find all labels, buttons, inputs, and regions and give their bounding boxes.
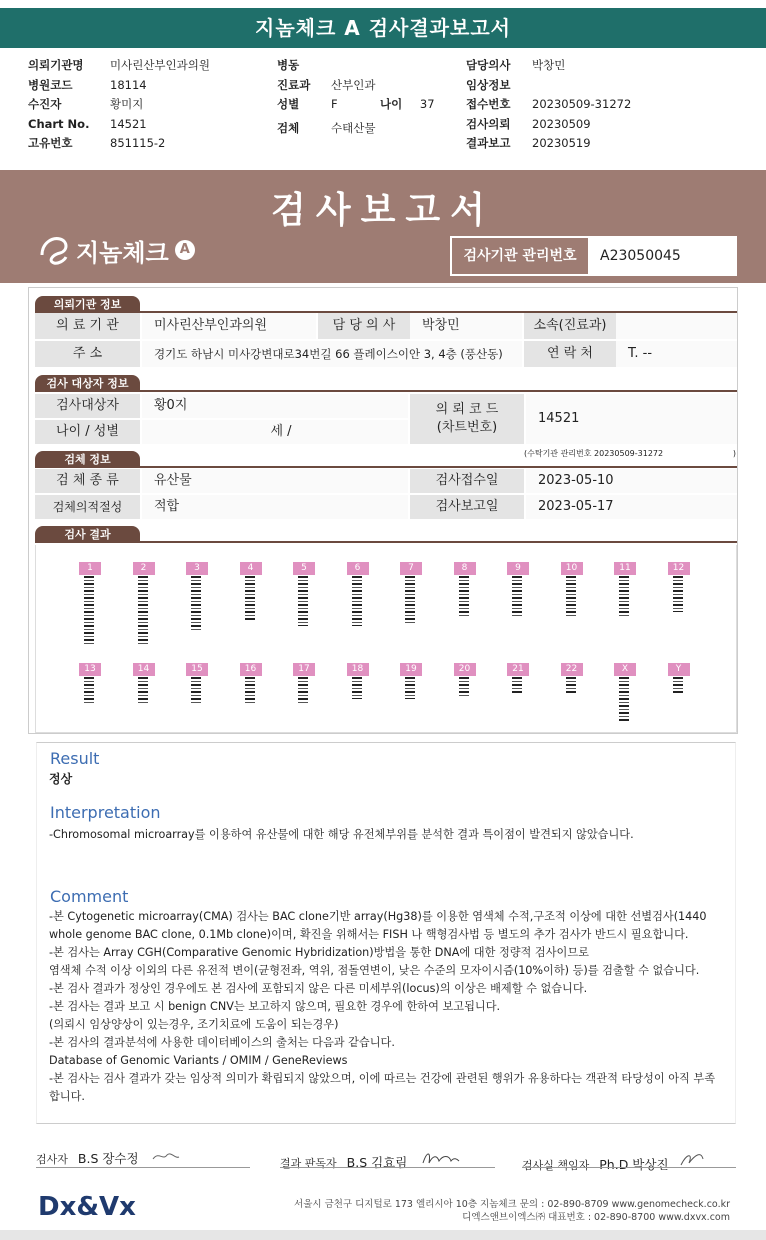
report-top-title: 지놈체크 A 검사결과보고서 [0, 8, 766, 48]
chromosome-ideogram [245, 677, 255, 705]
chromosome-label: 18 [347, 663, 369, 676]
header-value: 14521 [110, 116, 147, 131]
chromosome-ideogram [298, 576, 308, 626]
contact-label: 연 락 처 [524, 341, 616, 367]
section-results: 검사 결과 [35, 526, 140, 543]
header-key: 성별 [277, 97, 300, 112]
chromosome-label: 19 [400, 663, 422, 676]
footer-strip [0, 1230, 766, 1240]
header-value: 851115-2 [110, 136, 166, 151]
chromosome-label: 4 [240, 562, 262, 575]
chromosome-5 [293, 562, 317, 575]
comment-line: Database of Genomic Variants / OMIM / GeneReviews [49, 1054, 348, 1067]
logo-a-badge: A [175, 240, 195, 260]
chromosome-20 [454, 663, 478, 676]
header-key: 고유번호 [28, 136, 73, 151]
header-row [28, 115, 210, 135]
report-date-value: 2023-05-17 [526, 495, 737, 519]
age-value: 37 [419, 97, 435, 111]
header-column-1 [28, 56, 210, 154]
header-key: 의뢰기관명 [28, 58, 84, 72]
chromosome-ideogram [619, 677, 629, 721]
header-age [380, 95, 435, 115]
header-key: 임상정보 [466, 77, 511, 92]
chromosome-2 [133, 562, 157, 575]
chromosome-label: 20 [454, 663, 476, 676]
signature-role: 결과 판독자 [280, 1157, 337, 1170]
doctor-value: 박창민 [410, 313, 522, 339]
chromosome-ideogram [459, 677, 469, 697]
logo-text: 지놈체크 [76, 238, 169, 267]
chromosome-ideogram [566, 576, 576, 618]
report-date-label: 검사보고일 [410, 495, 524, 519]
specimen-note-text: (수탁기관 관리번호 20230509-31272 [524, 449, 664, 458]
age-label: 나이 [380, 97, 403, 111]
chart-code-value: 14521 [526, 394, 737, 444]
header-row [277, 95, 375, 115]
chromosome-ideogram [191, 677, 201, 705]
header-row [466, 134, 631, 154]
footer-line-2: 디엑스앤브이엑스㈜ 대표번호 : 02-890-8700 www.dxvx.com [462, 1212, 730, 1223]
chromosome-ideogram [673, 677, 683, 693]
chromosome-label: X [614, 663, 636, 676]
chromosome-label: 8 [454, 562, 476, 575]
comment-line: (의뢰시 임상양상이 있는경우, 조기치료에 도움이 되는경우) [49, 1018, 339, 1031]
chromosome-label: 7 [400, 562, 422, 575]
chromosome-12 [668, 562, 692, 575]
chromosome-13 [79, 663, 103, 676]
org-label: 의 료 기 관 [35, 313, 140, 339]
specimen-note-end: ) [732, 449, 736, 458]
header-row [466, 76, 631, 96]
header-row [466, 95, 631, 115]
chromosome-ideogram [512, 677, 522, 693]
chromosome-15 [186, 663, 210, 676]
chromosome-11 [614, 562, 638, 575]
management-number-label: 검사기관 관리번호 [452, 238, 590, 274]
chromosome-label: 2 [133, 562, 155, 575]
header-row [466, 56, 631, 76]
chromosome-label: 3 [186, 562, 208, 575]
signature-role: 검사자 [36, 1153, 68, 1166]
header-row [277, 76, 375, 96]
address-value: 경기도 하남시 미사강변대로34번길 66 플레이스이안 3, 4층 (풍산동) [142, 341, 522, 367]
chromosome-ideogram [405, 576, 415, 624]
chromosome-ideogram [138, 576, 148, 644]
chromosome-ideogram [84, 677, 94, 705]
header-value: 20230509 [532, 116, 591, 131]
chromosome-label: 12 [668, 562, 690, 575]
chromosome-label: 13 [79, 663, 101, 676]
age-sex-label: 나이 / 성별 [35, 420, 140, 444]
chromosome-ideogram [191, 576, 201, 632]
header-value: 20230519 [532, 136, 591, 151]
received-date-label: 검사접수일 [410, 469, 524, 493]
result-text: 정상 [49, 772, 73, 786]
chromosome-21 [507, 663, 531, 676]
chromosome-X [614, 663, 638, 676]
comment-line: -본 검사 결과가 정상인 경우에도 본 검사에 포함되지 않은 다른 미세부위(locus)의 이상은 배제할 수 없습니다. [49, 982, 588, 995]
chromosome-ideogram [459, 576, 469, 618]
comment-line: -본 검사는 검사 결과가 갖는 임상적 의미가 확립되지 않았으며, 이에 따르는 건강에 관련된 행위가 유용하다는 객관적 타당성이 아직 부족 [49, 1072, 715, 1085]
header-value: 산부인과 [331, 77, 376, 92]
section-divider [35, 390, 737, 392]
footer [0, 1180, 766, 1230]
report-title: 검사보고서 [271, 190, 495, 231]
section-subject: 검사 대상자 정보 [35, 375, 140, 392]
result-box [36, 742, 736, 1124]
header-row [28, 134, 210, 154]
signature-role: 검사실 책임자 [522, 1159, 590, 1172]
header-key: 결과보고 [466, 136, 511, 151]
header-column-3 [466, 56, 631, 154]
comment-line: -본 검사는 Array CGH(Comparative Genomic Hybridization)방법을 통한 DNA에 대한 정량적 검사이므로 [49, 946, 589, 959]
header-key: 검사의뢰 [466, 116, 511, 131]
chromosome-label: 14 [133, 663, 155, 676]
signature-reader [280, 1149, 495, 1171]
comment-heading: Comment [50, 887, 129, 906]
interpretation-text: -Chromosomal microarray를 이용하여 유산물에 대한 해당 유전체부위를 분석한 결과 특이점이 발견되지 않았습니다. [49, 828, 634, 841]
header-row [28, 56, 210, 76]
chromosome-ideogram [512, 576, 522, 618]
chromosome-label: Y [668, 663, 690, 676]
received-date-value: 2023-05-10 [526, 469, 737, 493]
chromosome-ideogram [298, 677, 308, 705]
chromosome-ideogram [566, 677, 576, 695]
chromosome-label: 22 [561, 663, 583, 676]
age-sex-value: 세 / [142, 420, 408, 444]
signature-scribble-icon [421, 1149, 461, 1167]
header-value: 박창민 [532, 58, 566, 72]
chromosome-ideogram [673, 576, 683, 612]
chromosome-4 [240, 562, 264, 575]
header-key: 병원코드 [28, 77, 73, 92]
header-value: 18114 [110, 77, 147, 92]
comment-line: 합니다. [49, 1090, 85, 1103]
header-key: 진료과 [277, 77, 311, 92]
chromosome-label: 15 [186, 663, 208, 676]
chromosome-16 [240, 663, 264, 676]
chromosome-19 [400, 663, 424, 676]
address-label: 주 소 [35, 341, 140, 367]
header-row [28, 76, 210, 96]
chromosome-ideogram [619, 576, 629, 618]
header-value: 미사린산부인과의원 [110, 58, 210, 72]
chromosome-10 [561, 562, 585, 575]
footer-line-1: 서울시 금천구 디지털로 173 엘리시아 10층 지놈체크 문의 : 02-890-8709 www.genomecheck.co.kr [294, 1199, 730, 1210]
comment-line: -본 Cytogenetic microarray(CMA) 검사는 BAC clone기반 array(Hg38)를 이용한 염색체 수적,구조적 이상에 대한 선별검사(1440 [49, 910, 707, 923]
management-number-box [450, 236, 737, 276]
chromosome-label: 6 [347, 562, 369, 575]
org-value: 미사린산부인과의원 [142, 313, 316, 339]
chromosome-6 [347, 562, 371, 575]
header-key: 담당의사 [466, 58, 511, 72]
chromosome-9 [507, 562, 531, 575]
specimen-type-value: 유산물 [142, 469, 408, 493]
chromosome-label: 21 [507, 663, 529, 676]
subject-name-label: 검사대상자 [35, 394, 140, 418]
result-heading: Result [50, 749, 100, 768]
chart-code-label-line2: (차트번호) [436, 420, 498, 435]
header-key: 검체 [277, 120, 300, 135]
chromosome-7 [400, 562, 424, 575]
header-row [277, 56, 375, 76]
dna-logo-icon [38, 233, 72, 267]
header-value: 수태산물 [331, 120, 376, 135]
comment-line: -본 검사는 결과 보고 시 benign CNV는 보고하지 않으며, 필요한 경우에 한하여 보고됩니다. [49, 1000, 501, 1013]
chromosome-17 [293, 663, 317, 676]
section-institution: 의뢰기관 정보 [35, 296, 140, 313]
header-row [28, 95, 210, 115]
header-key: 수진자 [28, 97, 62, 112]
comment-text [49, 908, 734, 1106]
specimen-note [524, 446, 736, 462]
chromosome-ideogram [352, 677, 362, 699]
chromosome-8 [454, 562, 478, 575]
chromosome-22 [561, 663, 585, 676]
section-specimen: 검체 정보 [35, 451, 140, 468]
section-divider [35, 466, 737, 468]
doctor-label: 담 당 의 사 [318, 313, 410, 339]
header-row [466, 115, 631, 135]
header-key: Chart No. [28, 116, 90, 131]
subject-name-value: 황0지 [142, 394, 408, 418]
signature-name: B.S 장수정 [77, 1151, 139, 1166]
chromosome-ideogram [84, 576, 94, 646]
dept-value [616, 313, 737, 339]
chromosome-ideogram [352, 576, 362, 626]
dept-label: 소속(진료과) [524, 313, 616, 339]
chromosome-18 [347, 663, 371, 676]
contact-value: T. -- [616, 341, 737, 367]
specimen-type-label: 검 체 종 류 [35, 469, 140, 493]
chromosome-ideogram [138, 677, 148, 703]
chromosome-ideogram [405, 677, 415, 699]
signature-name: Ph.D 박상진 [599, 1157, 669, 1172]
signature-tester [36, 1149, 250, 1167]
header-key: 접수번호 [466, 97, 511, 112]
suitability-value: 적합 [142, 495, 408, 519]
header-value: 황미지 [110, 97, 144, 112]
chromosome-label: 9 [507, 562, 529, 575]
comment-line: -본 검사의 결과분석에 사용한 데이터베이스의 출처는 다음과 같습니다. [49, 1036, 395, 1049]
chromosome-label: 16 [240, 663, 262, 676]
chart-code-label-line1: 의 뢰 코 드 [435, 402, 499, 417]
chart-code-label [410, 394, 524, 444]
signature-name: B.S 김효림 [346, 1155, 408, 1170]
chromosome-label: 5 [293, 562, 315, 575]
comment-line: whole genome BAC clone, 0.1Mb clone)이며, 확진을 위해서는 FISH 나 핵형검사법 등 별도의 추가 검사가 반드시 필요합니다. [49, 928, 689, 941]
header-value: 20230509-31272 [532, 97, 632, 112]
chromosome-label: 17 [293, 663, 315, 676]
dxvx-logo: Dx&Vx [38, 1192, 136, 1222]
genomecheck-logo [38, 230, 195, 270]
comment-line: 염색체 수적 이상 이외의 다른 유전적 변이(균형전좌, 역위, 점돌연변이, 낮은 수준의 모자이시즘(10%이하) 등)를 검출할 수 없습니다. [49, 964, 700, 977]
signature-scribble-icon [677, 1149, 707, 1169]
chromosome-3 [186, 562, 210, 575]
management-number-value: A23050045 [590, 238, 735, 274]
interpretation-heading: Interpretation [50, 803, 161, 822]
chromosome-Y [668, 663, 692, 676]
chromosome-1 [79, 562, 103, 575]
chromosome-label: 11 [614, 562, 636, 575]
header-column-2 [277, 56, 375, 138]
header-key: 병동 [277, 58, 300, 72]
chromosome-label: 1 [79, 562, 101, 575]
section-divider [35, 541, 737, 543]
header-value: F [331, 97, 338, 112]
karyogram-panel [35, 545, 737, 733]
signature-director [522, 1149, 736, 1173]
signature-scribble-icon [151, 1149, 181, 1163]
chromosome-label: 10 [561, 562, 583, 575]
header-row [277, 119, 375, 139]
suitability-label: 검체의적절성 [35, 495, 140, 519]
chromosome-14 [133, 663, 157, 676]
chromosome-ideogram [245, 576, 255, 622]
